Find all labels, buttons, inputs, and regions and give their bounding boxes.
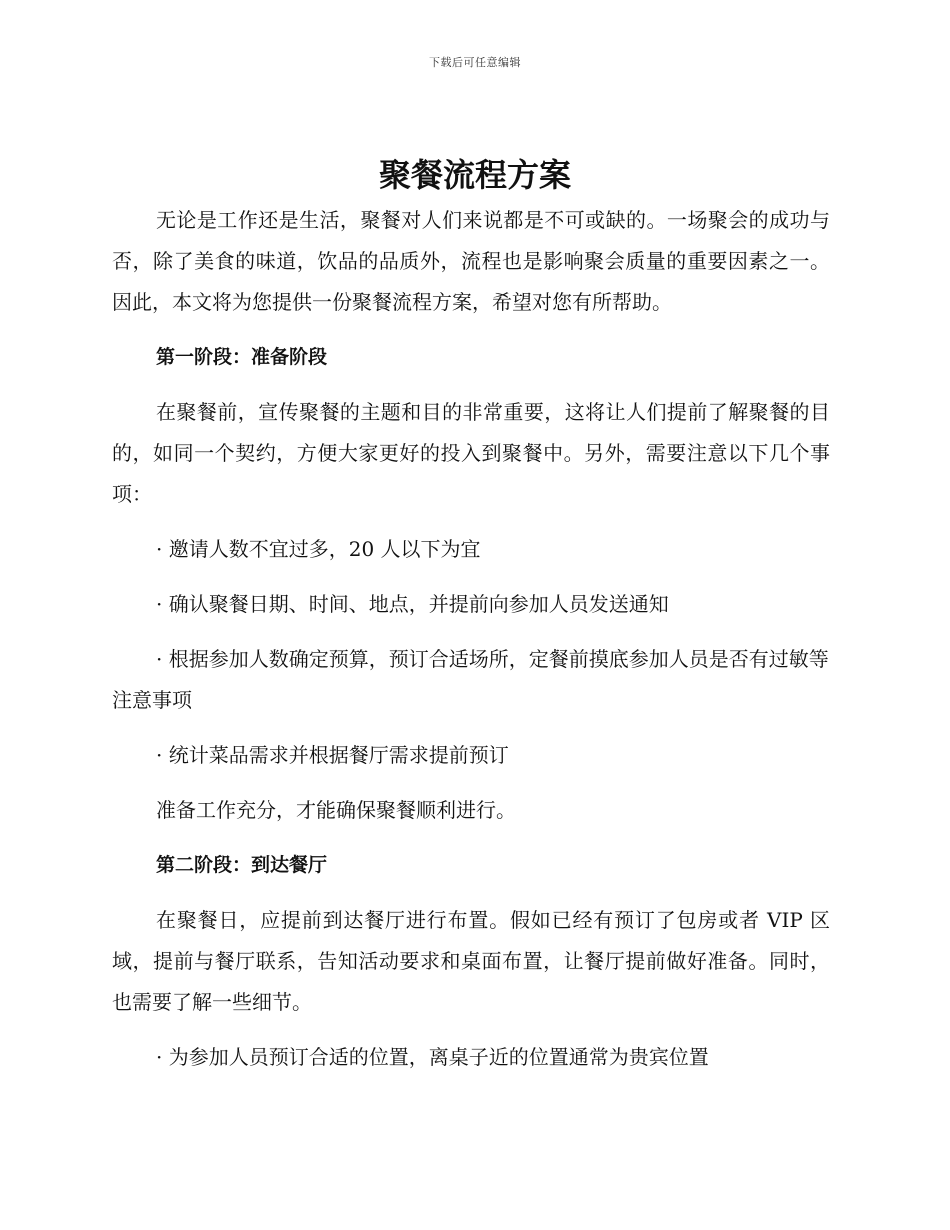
section-2-heading: 第二阶段：到达餐厅 (156, 854, 328, 876)
document-title: 聚餐流程方案 (378, 156, 571, 194)
intro-paragraph: 无论是工作还是生活，聚餐对人们来说都是不可或缺的。一场聚会的成功与否，除了美食的味道，饮品的品质外，流程也是影响聚会质量的重要因素之一。因此，本文将为您提供一份聚餐流程方案，希望对您有所帮助。 (112, 208, 830, 314)
section-2-bullet-1: · 为参加人员预订合适的位置，离桌子近的位置通常为贵宾位置 (156, 1045, 709, 1069)
document-body (112, 200, 830, 1092)
section-1-bullet-4: · 统计菜品需求并根据餐厅需求提前预订 (156, 743, 509, 767)
section-1-closing: 准备工作充分，才能确保聚餐顺利进行。 (156, 798, 516, 822)
section-2-paragraph: 在聚餐日，应提前到达餐厅进行布置。假如已经有预订了包房或者 VIP 区域，提前与餐厅联系，告知活动要求和桌面布置，让餐厅提前做好准备。同时，也需要了解一些细节。 (112, 908, 830, 1014)
section-1-bullet-3: · 根据参加人数确定预算，预订合适场所，定餐前摸底参加人员是否有过敏等注意事项 (112, 647, 829, 712)
section-1-bullet-1: · 邀请人数不宜过多，20 人以下为宜 (156, 537, 481, 561)
page-header: 下载后可任意编辑 (429, 56, 521, 69)
section-1-heading: 第一阶段：准备阶段 (156, 346, 328, 368)
section-1-bullet-2: · 确认聚餐日期、时间、地点，并提前向参加人员发送通知 (156, 592, 669, 616)
section-1-paragraph: 在聚餐前，宣传聚餐的主题和目的非常重要，这将让人们提前了解聚餐的目的，如同一个契约，方便大家更好的投入到聚餐中。另外，需要注意以下几个事项： (112, 400, 830, 506)
